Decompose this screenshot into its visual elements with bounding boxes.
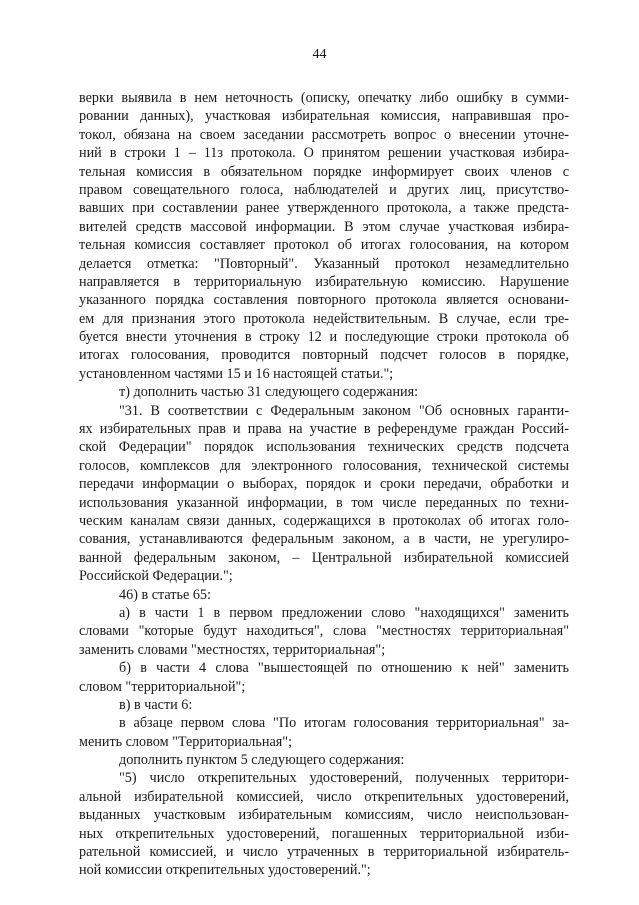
text-line: итогах голосования, проводится повторный подсчет голосов в порядке, (79, 347, 569, 364)
text-line: ях избирательных прав и права на участие в референдуме граждан Россий- (79, 421, 569, 438)
text-line: тельная комиссия в обязательном порядке информирует своих членов с (79, 163, 569, 180)
text-line: ровании данных), участковая избирательная комиссия, направившая про- (79, 108, 569, 125)
text-line: направляется в территориальную избирательную комиссию. Нарушение (79, 273, 569, 290)
text-line: вителей средств массовой информации. В этом случае участковая избира- (79, 218, 569, 235)
text-line: словом "территориальной"; (79, 678, 246, 695)
text-line: делается отметка: "Повторный". Указанный протокол незамедлительно (79, 255, 569, 272)
text-line: б) в части 4 слова "вышестоящей по отношению к ней" заменить (119, 660, 569, 677)
text-line: заменить словами "местностях, территориальная"; (79, 641, 386, 658)
page-number: 44 (312, 47, 327, 62)
text-line: т) дополнить частью 31 следующего содержания: (119, 384, 419, 401)
text-line: дополнить пунктом 5 следующего содержания: (119, 752, 405, 769)
text-line: токол, обязана на своем заседании рассмотреть вопрос о внесении уточне- (79, 126, 569, 143)
text-line: вавших при составлении ранее утвержденного протокола, а также предста- (79, 200, 569, 217)
text-line: указанного порядка составления повторного протокола является основани- (79, 292, 569, 309)
document-body-text (79, 89, 569, 880)
text-line: установленном частями 15 и 16 настоящей статьи."; (79, 365, 394, 382)
text-line: менить словом "Территориальная"; (79, 733, 293, 750)
text-line: буется внести уточнения в строку 12 и последующие строки протокола об (79, 329, 569, 346)
text-line: ной комиссии открепительных удостоверений."; (79, 862, 371, 879)
text-line: ской Федерации" порядок использования технических средств подсчета (79, 439, 569, 456)
text-line: альной избирательной комиссией, число открепительных удостоверений, (79, 788, 569, 805)
text-line: словами "которые будут находиться", слова "местностях территориальная" (79, 623, 569, 640)
text-line: выданных участковым избирательным комиссиям, число неиспользован- (79, 807, 569, 824)
text-line: верки выявила в нем неточность (описку, опечатку либо ошибку в сумми- (79, 90, 569, 106)
text-line: ний в строки 1 – 11з протокола. О принятом решении участковая избира- (79, 145, 569, 162)
text-line: в абзаце первом слова "По итогам голосования территориальная" за- (119, 715, 569, 732)
text-line: ческим каналам связи данных, содержащихся в протоколах об итогах голо- (79, 512, 569, 529)
text-line: в) в части 6: (119, 696, 193, 713)
text-line: "5) число открепительных удостоверений, полученных территори- (119, 770, 569, 787)
text-line: "31. В соответствии с Федеральным законом "Об основных гаранти- (119, 402, 569, 419)
text-line: рательной комиссией, и число утраченных в территориальной избиратель- (79, 844, 569, 861)
text-line: ем для признания этого протокола недействительным. В случае, если тре- (79, 310, 569, 327)
text-line: Российской Федерации."; (79, 568, 233, 585)
text-line: ванной федеральным законом, – Центральной избирательной комиссией (79, 549, 569, 566)
text-line: правом совещательного голоса, наблюдателей и других лиц, присутство- (79, 181, 569, 198)
text-line: использования указанной информации, в том числе переданных по техни- (79, 494, 569, 511)
text-line: ных открепительных удостоверений, погашенных территориальной изби- (79, 825, 569, 842)
text-line: сования, устанавливаются федеральным законом, а в части, не урегулиро- (79, 531, 569, 548)
text-line: 46) в статье 65: (119, 586, 211, 603)
text-line: а) в части 1 в первом предложении слово "находящихся" заменить (119, 604, 569, 621)
text-line: голосов, комплексов для электронного голосования, технической системы (79, 457, 569, 474)
text-line: передачи информации о выборах, порядок и сроки передачи, обработки и (79, 476, 569, 493)
text-line: тельная комиссия составляет протокол об итогах голосования, на котором (79, 237, 569, 254)
